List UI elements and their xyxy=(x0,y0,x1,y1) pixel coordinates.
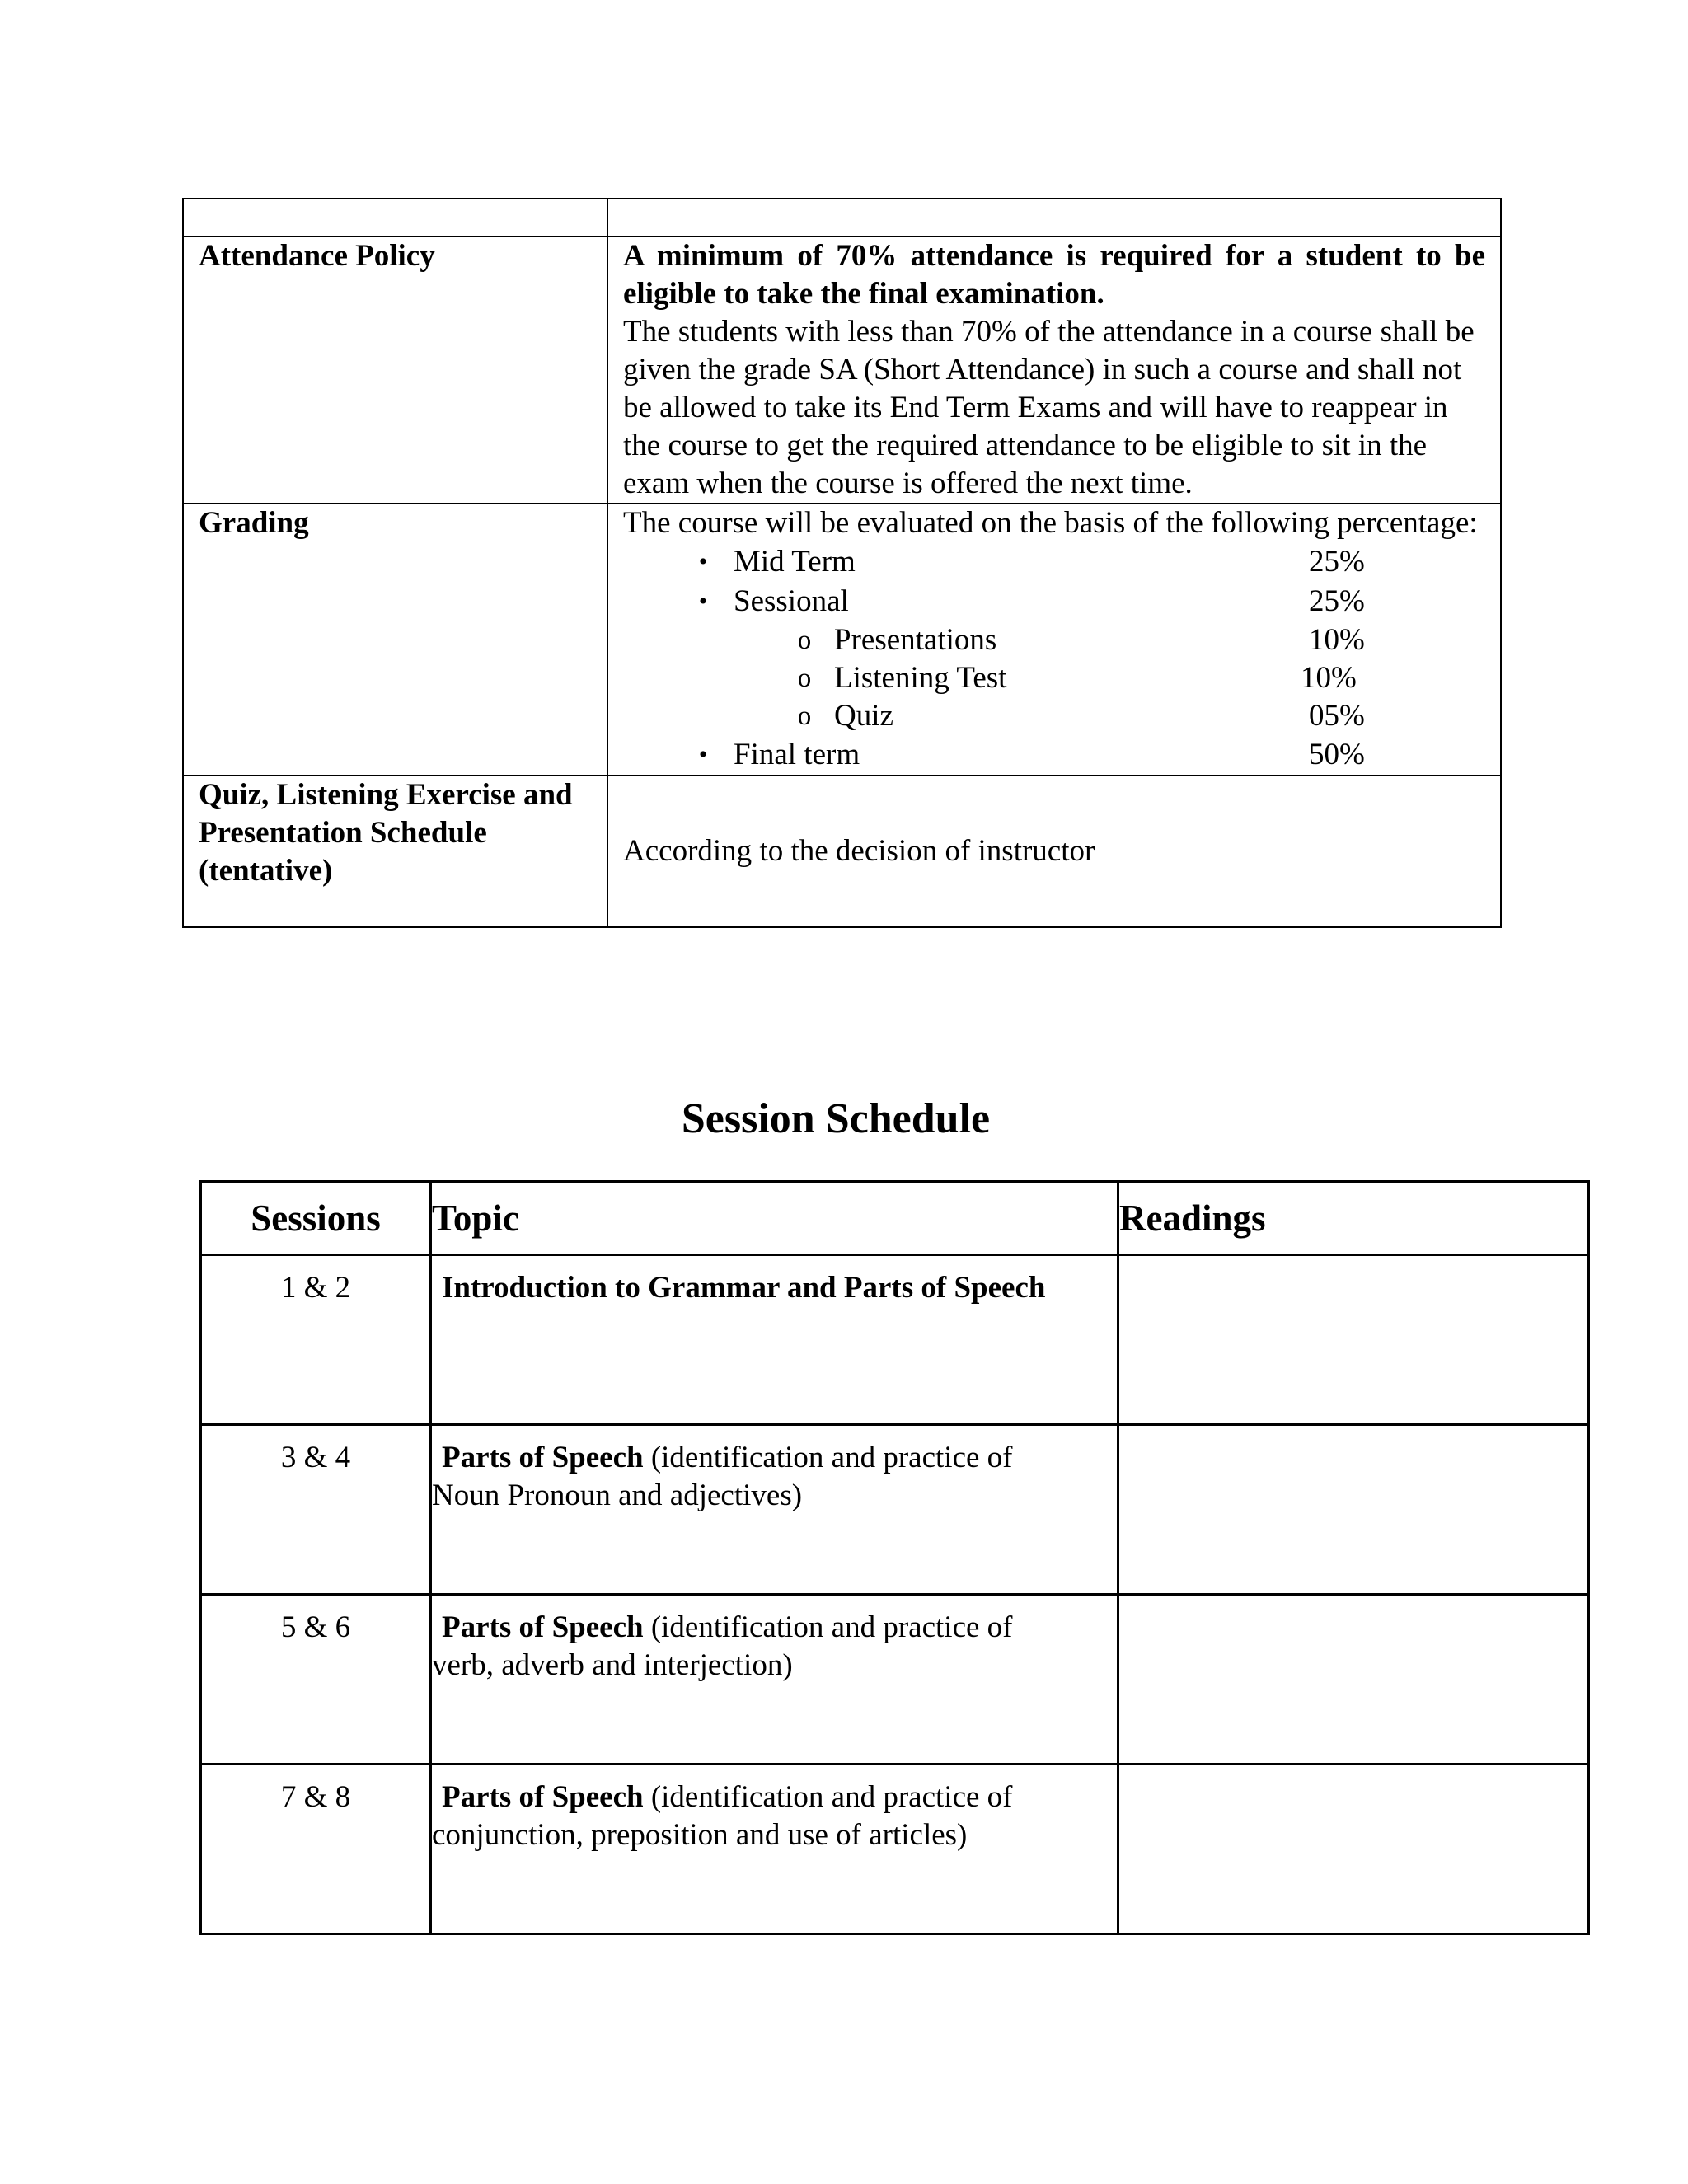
blank-label-cell xyxy=(183,199,607,237)
topic-description-second-line: conjunction, preposition and use of articles) xyxy=(432,1818,968,1852)
attendance-policy-content xyxy=(607,237,1501,504)
sessions-column-header: Sessions xyxy=(201,1182,431,1255)
grade-name: Quiz xyxy=(834,699,893,733)
assessment-schedule-value: According to the decision of instructor xyxy=(607,776,1501,927)
topic-description-first-line: (identification and practice of xyxy=(643,1610,1013,1644)
grade-percentage: 05% xyxy=(1309,699,1365,733)
topic-cell xyxy=(431,1595,1118,1765)
topic-cell xyxy=(431,1425,1118,1595)
grade-percentage: 25% xyxy=(1309,584,1365,618)
session-row xyxy=(201,1255,1589,1425)
session-row xyxy=(201,1425,1589,1595)
assessment-schedule-row xyxy=(183,776,1501,927)
topic-column-header: Topic xyxy=(431,1182,1118,1255)
grade-item-quiz xyxy=(623,697,1485,735)
session-schedule-title: Session Schedule xyxy=(681,1094,991,1142)
grade-item-listening-test xyxy=(623,659,1485,697)
blank-content-cell xyxy=(607,199,1501,237)
hollow-bullet-icon: o xyxy=(797,626,812,655)
readings-cell xyxy=(1118,1255,1589,1425)
grade-name: Final term xyxy=(734,738,860,771)
topic-title: Parts of Speech xyxy=(442,1441,644,1474)
grading-content xyxy=(607,504,1501,776)
topic-cell xyxy=(431,1255,1118,1425)
session-number-cell: 5 & 6 xyxy=(201,1595,431,1765)
grading-label: Grading xyxy=(183,504,607,776)
session-row xyxy=(201,1765,1589,1934)
filled-bullet-icon: • xyxy=(698,548,708,575)
readings-cell xyxy=(1118,1765,1589,1934)
attendance-policy-label: Attendance Policy xyxy=(183,237,607,504)
attendance-consequence-text: The students with less than 70% of the attendance in a course shall be given the grade SA (Short Attendance) in such a course and shall not be allowed to take its End Term Exams and will have to reappear in the course to get the required attendance to be eligible to sit in the exam when the course is offered the next time. xyxy=(623,315,1475,500)
readings-cell xyxy=(1118,1595,1589,1765)
grade-name: Presentations xyxy=(834,623,997,657)
grade-name: Listening Test xyxy=(834,661,1007,695)
grading-intro: The course will be evaluated on the basis of the following percentage: xyxy=(623,506,1478,540)
topic-title: Introduction to Grammar and Parts of Speech xyxy=(442,1271,1046,1305)
readings-cell xyxy=(1118,1425,1589,1595)
grade-percentage: 25% xyxy=(1309,545,1365,579)
grading-row xyxy=(183,504,1501,776)
session-number-cell: 3 & 4 xyxy=(201,1425,431,1595)
topic-description-first-line: (identification and practice of xyxy=(643,1780,1013,1814)
attendance-policy-row xyxy=(183,237,1501,504)
grade-item-presentations xyxy=(623,621,1485,659)
assessment-schedule-label: Quiz, Listening Exercise and Presentation Schedule (tentative) xyxy=(183,776,607,927)
topic-cell xyxy=(431,1765,1118,1934)
hollow-bullet-icon: o xyxy=(797,701,812,731)
hollow-bullet-icon: o xyxy=(797,663,812,693)
readings-column-header: Readings xyxy=(1118,1182,1589,1255)
grade-name: Mid Term xyxy=(734,545,856,579)
session-schedule-table xyxy=(199,1180,1590,1935)
topic-description-second-line: verb, adverb and interjection) xyxy=(432,1648,793,1682)
topic-description-first-line: (identification and practice of xyxy=(643,1441,1013,1474)
session-table-header-row xyxy=(201,1182,1589,1255)
topic-description-second-line: Noun Pronoun and adjectives) xyxy=(432,1479,803,1512)
grade-percentage: 10% xyxy=(1309,623,1365,657)
grade-item-mid-term xyxy=(623,542,1485,582)
session-row xyxy=(201,1595,1589,1765)
attendance-requirement-text: A minimum of 70% attendance is required for a student to be eligible to take the final examination. xyxy=(623,239,1485,311)
grading-breakdown xyxy=(623,542,1485,775)
session-number-cell: 7 & 8 xyxy=(201,1765,431,1934)
grade-item-sessional xyxy=(623,582,1485,621)
grade-name: Sessional xyxy=(734,584,849,618)
session-number-cell: 1 & 2 xyxy=(201,1255,431,1425)
filled-bullet-icon: • xyxy=(698,741,708,768)
filled-bullet-icon: • xyxy=(698,588,708,615)
blank-table-row xyxy=(183,199,1501,237)
course-policy-table xyxy=(182,198,1502,928)
grade-percentage: 10% xyxy=(1301,661,1357,695)
grade-percentage: 50% xyxy=(1309,738,1365,771)
topic-title: Parts of Speech xyxy=(442,1780,644,1814)
topic-title: Parts of Speech xyxy=(442,1610,644,1644)
grade-item-final-term xyxy=(623,735,1485,775)
